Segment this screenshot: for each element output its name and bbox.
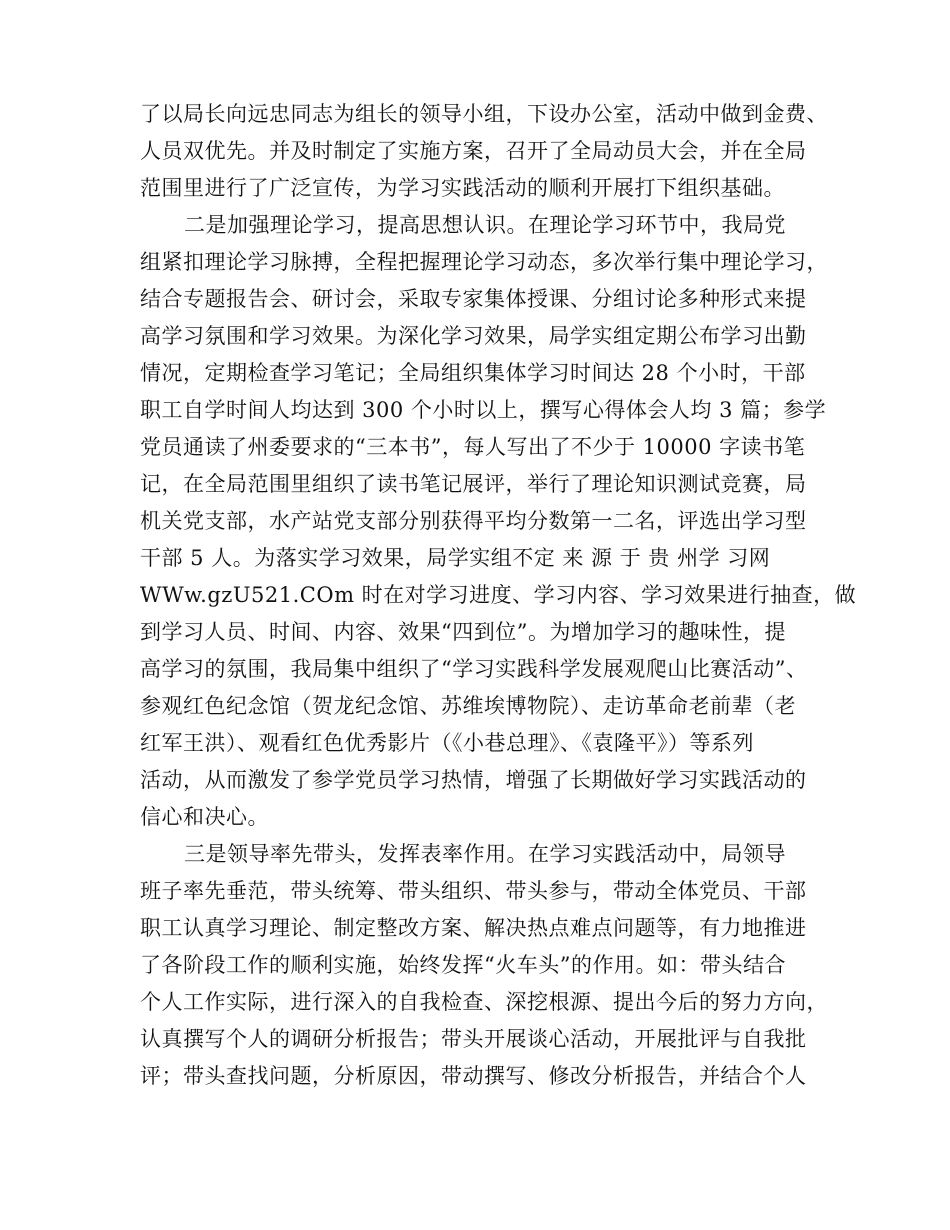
text-line: 高学习的氛围，我局集中组织了“学习实践科学发展观爬山比赛活动”、: [140, 657, 808, 681]
text-line: 活动，从而激发了参学党员学习热情，增强了长期做好学习实践活动的: [140, 768, 807, 792]
text-line: 情况，定期检查学习笔记；全局组织集体学习时间达 28 个小时，干部: [140, 361, 806, 385]
text-line: WWw.gzU521.COm 时在对学习进度、学习内容、学习效果进行抽查，做: [140, 583, 857, 607]
text-line: 人员双优先。并及时制定了实施方案，召开了全局动员大会，并在全局: [140, 139, 807, 163]
paragraph-start-line: 二是加强理论学习，提高思想认识。在理论学习环节中，我局党: [184, 213, 786, 237]
text-line: 认真撰写个人的调研分析报告；带头开展谈心活动，开展批评与自我批: [140, 1027, 807, 1051]
text-line: 组紧扣理论学习脉搏，全程把握理论学习动态，多次举行集中理论学习，: [140, 250, 828, 274]
text-line: 信心和决心。: [140, 805, 269, 829]
text-line: 职工认真学习理论、制定整改方案、解决热点难点问题等，有力地推进: [140, 916, 807, 940]
text-line: 高学习氛围和学习效果。为深化学习效果，局学实组定期公布学习出勤: [140, 324, 807, 348]
text-line: 红军王洪）、观看红色优秀影片（《小巷总理》、《袁隆平》）等系列: [140, 731, 754, 755]
text-line: 参观红色纪念馆（贺龙纪念馆、苏维埃博物院）、走访革命老前辈（老: [140, 694, 796, 718]
text-line: 机关党支部，水产站党支部分别获得平均分数第一二名，评选出学习型: [140, 509, 807, 533]
text-line: 个人工作实际，进行深入的自我检查、深挖根源、提出今后的努力方向，: [140, 990, 828, 1014]
text-line: 到学习人员、时间、内容、效果“四到位”。为增加学习的趣味性，提: [140, 620, 786, 644]
text-line: 结合专题报告会、研讨会，采取专家集体授课、分组讨论多种形式来提: [140, 287, 807, 311]
text-line: 班子率先垂范，带头统筹、带头组织、带头参与，带动全体党员、干部: [140, 879, 807, 903]
text-line: 干部 5 人。为落实学习效果，局学实组不定 来 源 于 贵 州学 习网: [140, 546, 771, 570]
text-line: 党员通读了州委要求的“三本书”，每人写出了不少于 10000 字读书笔: [140, 435, 806, 459]
body-text: [140, 96, 857, 1095]
text-line: 评；带头查找问题，分析原因，带动撰写、修改分析报告，并结合个人: [140, 1064, 807, 1088]
text-line: 职工自学时间人均达到 300 个小时以上，撰写心得体会人均 3 篇；参学: [140, 398, 827, 422]
text-line: 范围里进行了广泛宣传，为学习实践活动的顺利开展打下组织基础。: [140, 176, 785, 200]
text-line: 了以局长向远忠同志为组长的领导小组，下设办公室，活动中做到金费、: [140, 102, 828, 126]
paragraph-start-line: 三是领导率先带头，发挥表率作用。在学习实践活动中，局领导: [184, 842, 786, 866]
text-line: 记，在全局范围里组织了读书笔记展评，举行了理论知识测试竞赛，局: [140, 472, 807, 496]
text-line: 了各阶段工作的顺利实施，始终发挥“火车头”的作用。如：带头结合: [140, 953, 786, 977]
